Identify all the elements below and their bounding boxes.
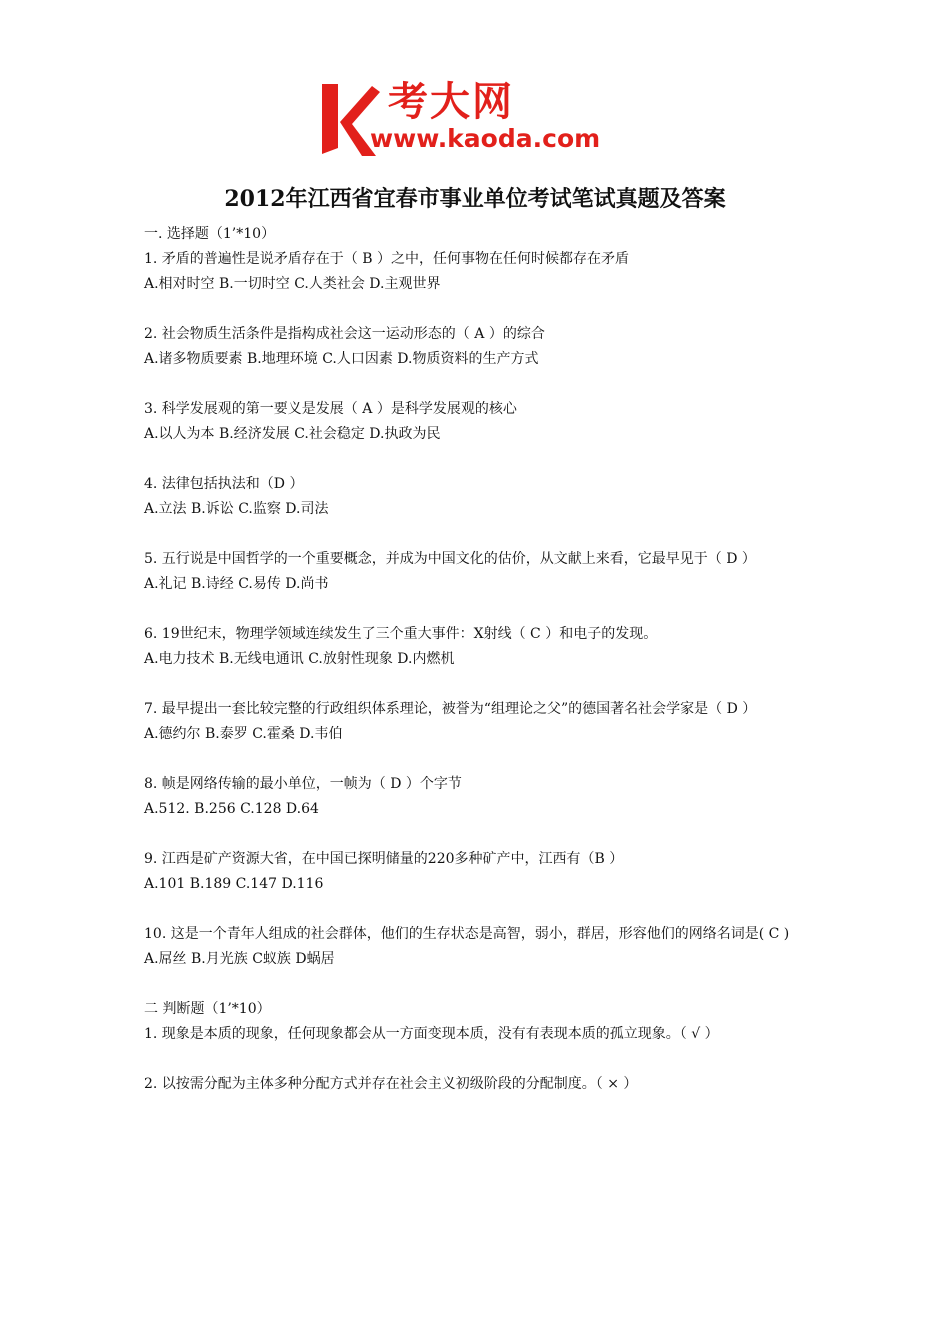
options-1: A.相对时空 B.一切时空 C.人类社会 D.主观世界 — [144, 276, 441, 292]
document-body — [144, 222, 812, 1097]
page-title: 2012年江西省宜春市事业单位考试笔试真题及答案 — [224, 186, 726, 212]
question-4: 4. 法律包括执法和（D ） — [144, 476, 304, 492]
section2-heading: 二 判断题（1’*10） — [144, 1001, 271, 1017]
options-9: A.101 B.189 C.147 D.116 — [144, 876, 324, 892]
options-8: A.512. B.256 C.128 D.64 — [144, 801, 319, 817]
question-6: 6. 19世纪末，物理学领域连续发生了三个重大事件：X射线（ C ）和电子的发现。 — [144, 626, 658, 642]
section1-heading: 一. 选择题（1’*10） — [144, 226, 276, 242]
question-1: 1. 矛盾的普遍性是说矛盾存在于（ B ）之中，任何事物在任何时候都存在矛盾 — [144, 251, 629, 267]
question-10: 10. 这是一个青年人组成的社会群体，他们的生存状态是高智，弱小，群居，形容他们的网络名词是( C ) — [144, 926, 790, 942]
judgment-2: 2. 以按需分配为主体多种分配方式并存在社会主义初级阶段的分配制度。（ × ） — [144, 1076, 638, 1092]
options-5: A.礼记 B.诗经 C.易传 D.尚书 — [144, 576, 329, 592]
options-7: A.德约尔 B.泰罗 C.霍桑 D.韦伯 — [144, 726, 343, 742]
question-2: 2. 社会物质生活条件是指构成社会这一运动形态的（ A ）的综合 — [144, 326, 545, 342]
question-5: 5. 五行说是中国哲学的一个重要概念，并成为中国文化的估价，从文献上来看，它最早见于（ D ） — [144, 551, 756, 567]
options-2: A.诸多物质要素 B.地理环境 C.人口因素 D.物质资料的生产方式 — [144, 351, 539, 367]
options-4: A.立法 B.诉讼 C.监察 D.司法 — [144, 501, 329, 517]
question-8: 8. 帧是网络传输的最小单位，一帧为（ D ）个字节 — [144, 776, 462, 792]
options-6: A.电力技术 B.无线电通讯 C.放射性现象 D.内燃机 — [144, 651, 455, 667]
logo-brand-text: 考大网 — [388, 79, 514, 125]
judgment-1: 1. 现象是本质的现象，任何现象都会从一方面变现本质，没有有表现本质的孤立现象。（ √ ） — [144, 1026, 719, 1042]
logo-url-text: www.kaoda.com — [370, 124, 601, 153]
options-10: A.屌丝 B.月光族 C蚁族 D蜗居 — [144, 951, 335, 967]
question-3: 3. 科学发展观的第一要义是发展（ A ）是科学发展观的核心 — [144, 401, 517, 417]
question-9: 9. 江西是矿产资源大省，在中国已探明储量的220多种矿产中，江西有（B ） — [144, 851, 624, 867]
options-3: A.以人为本 B.经济发展 C.社会稳定 D.执政为民 — [144, 426, 441, 442]
kaoda-logo — [318, 78, 638, 158]
question-7: 7. 最早提出一套比较完整的行政组织体系理论，被誉为“组理论之父”的德国著名社会学家是（ D ） — [144, 701, 757, 717]
